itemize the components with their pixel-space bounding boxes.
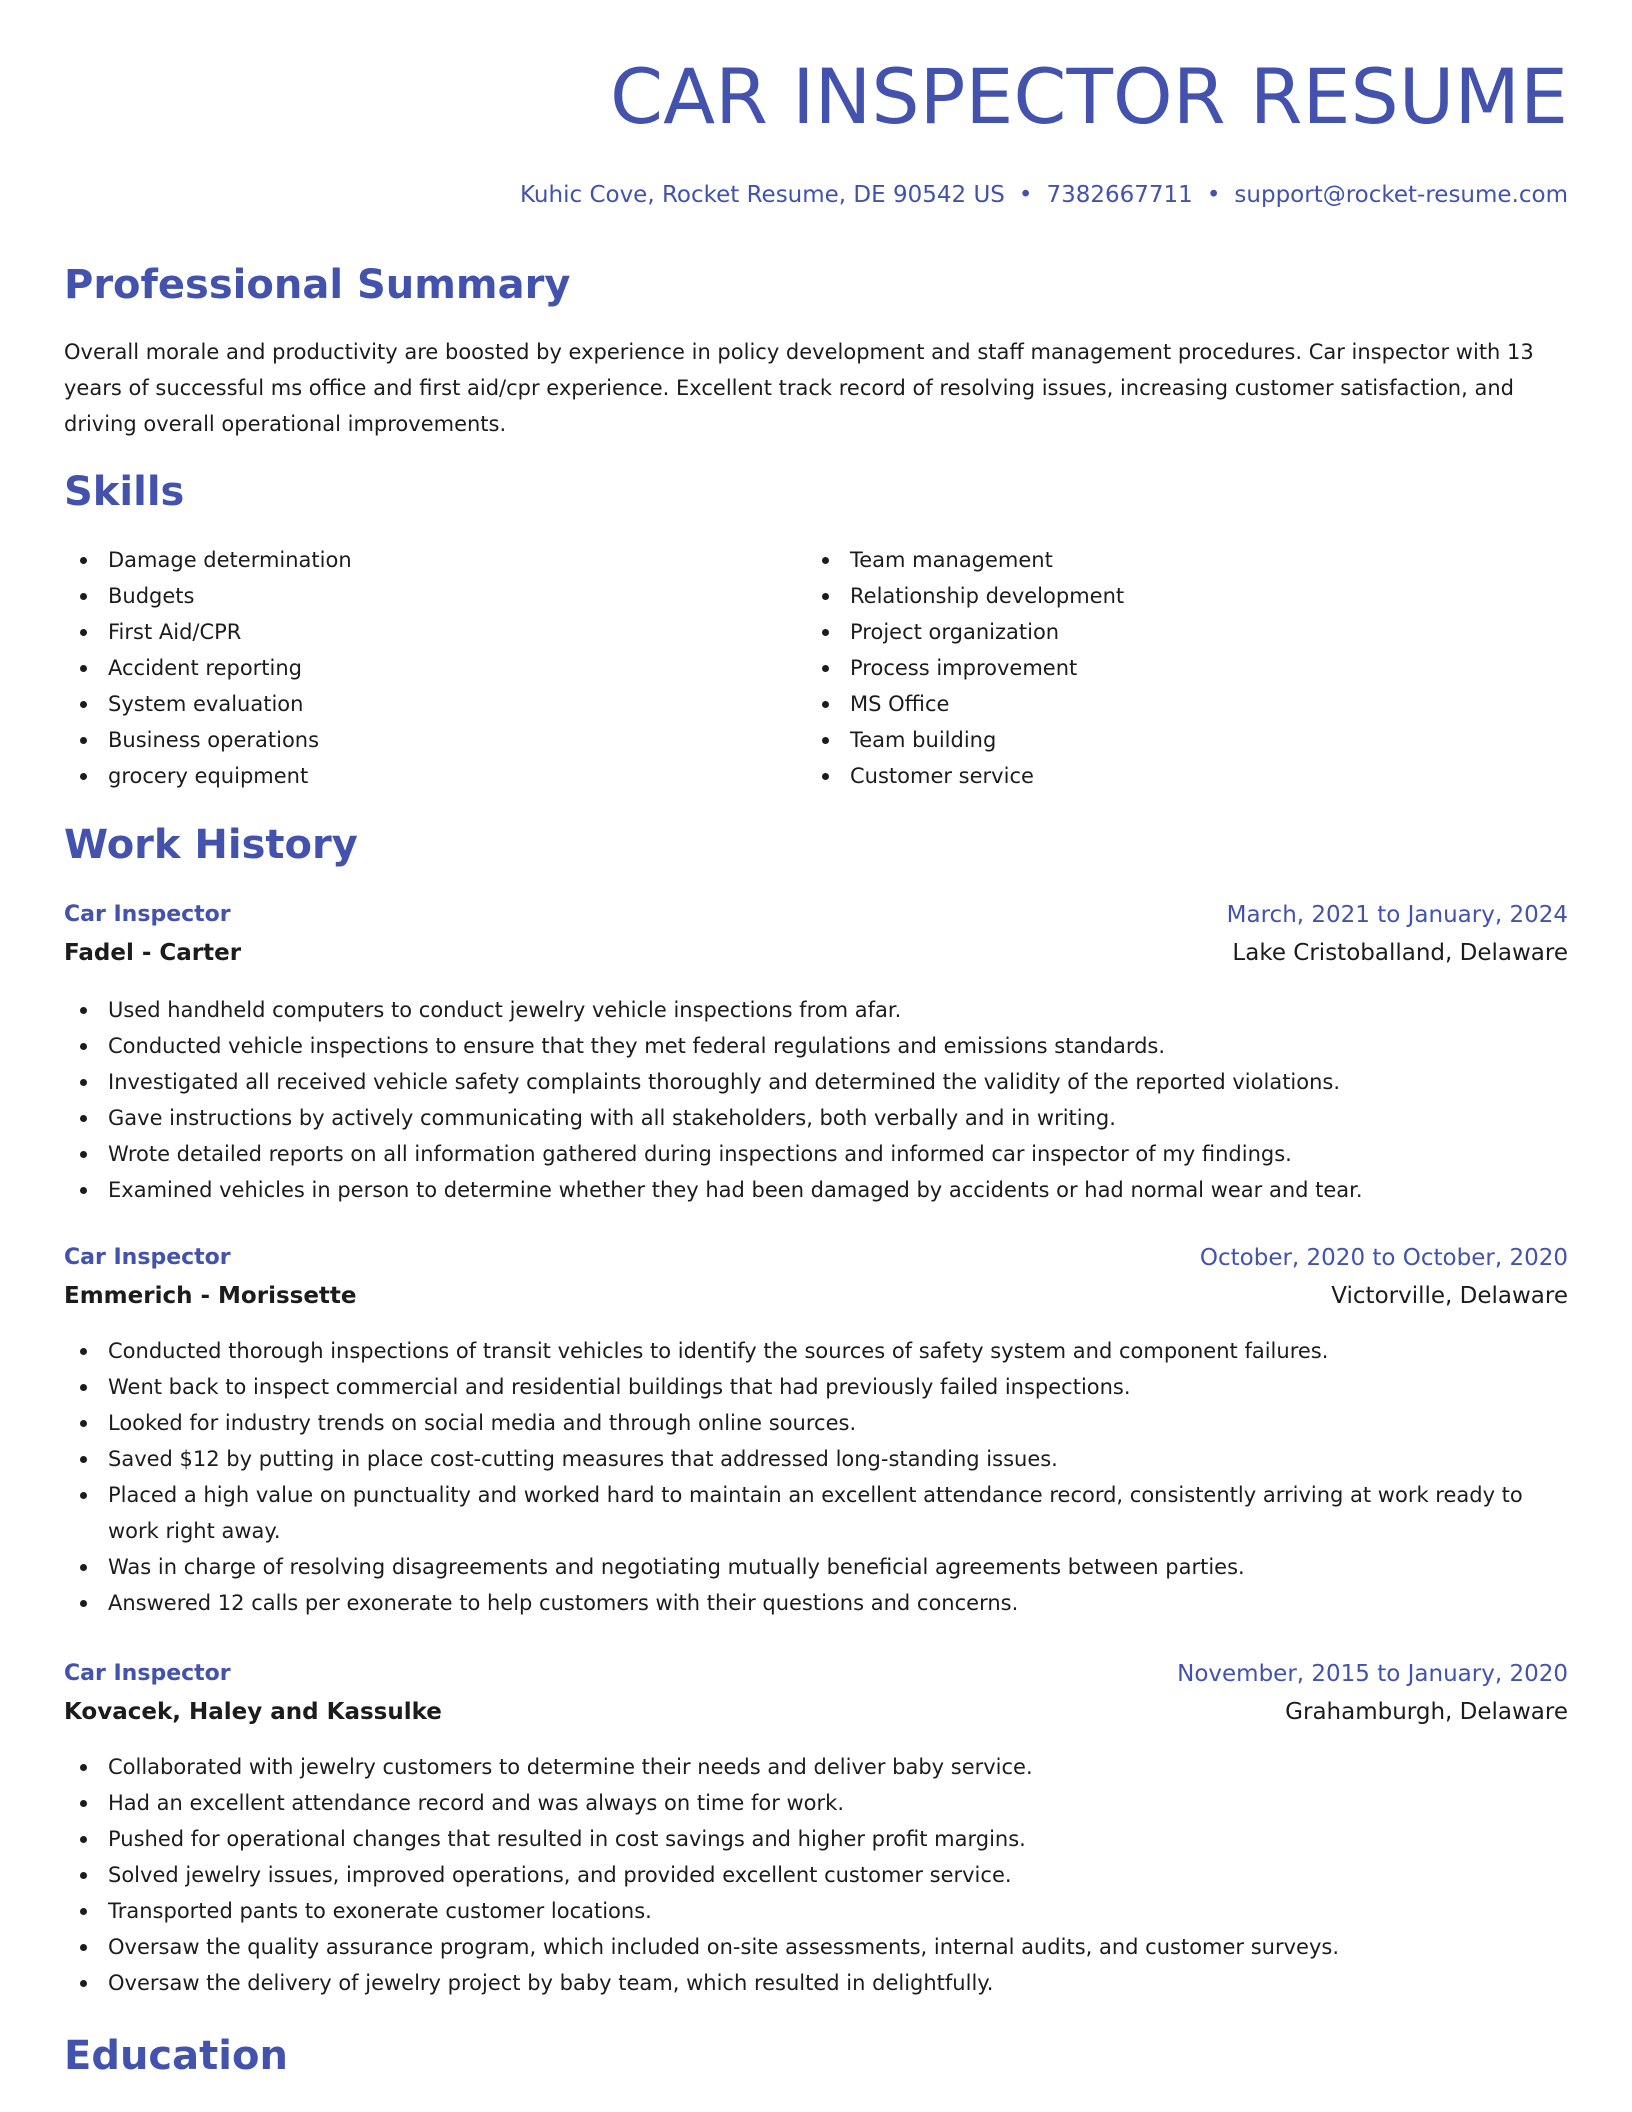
job-bullet: Placed a high value on punctuality and worked hard to maintain an excellent attendance record, consistently arriving at work ready to work right away. bbox=[64, 1477, 1568, 1549]
job-bullet: Pushed for operational changes that resulted in cost savings and higher profit margins. bbox=[64, 1821, 1568, 1857]
contact-email[interactable]: support@rocket-resume.com bbox=[1234, 182, 1568, 208]
skill-item: Damage determination bbox=[64, 542, 764, 578]
job-dates: March, 2021 to January, 2024 bbox=[1226, 902, 1568, 928]
skills-heading: Skills bbox=[64, 469, 185, 515]
skill-item: Project organization bbox=[806, 614, 1506, 650]
job-title: Car Inspector bbox=[64, 1245, 231, 1270]
resume-title: CAR INSPECTOR RESUME bbox=[610, 52, 1568, 141]
skill-item: First Aid/CPR bbox=[64, 614, 764, 650]
job-dates: October, 2020 to October, 2020 bbox=[1199, 1245, 1568, 1271]
job-bullet: Solved jewelry issues, improved operations, and provided excellent customer service. bbox=[64, 1857, 1568, 1893]
job-location: Victorville, Delaware bbox=[1331, 1283, 1568, 1309]
job-bullet: Collaborated with jewelry customers to determine their needs and deliver baby service. bbox=[64, 1749, 1568, 1785]
contact-separator: • bbox=[1018, 182, 1033, 208]
summary-heading: Professional Summary bbox=[64, 262, 571, 308]
skill-item: grocery equipment bbox=[64, 758, 764, 794]
job-bullet: Was in charge of resolving disagreements and negotiating mutually beneficial agreements between parties. bbox=[64, 1549, 1568, 1585]
job-company: Kovacek, Haley and Kassulke bbox=[64, 1699, 442, 1725]
skills-list-left bbox=[64, 542, 764, 794]
job-title: Car Inspector bbox=[64, 1661, 231, 1686]
job-bullet: Went back to inspect commercial and residential buildings that had previously failed inspections. bbox=[64, 1369, 1568, 1405]
job-company: Emmerich - Morissette bbox=[64, 1283, 357, 1309]
job-bullet: Transported pants to exonerate customer locations. bbox=[64, 1893, 1568, 1929]
job-bullet: Answered 12 calls per exonerate to help customers with their questions and concerns. bbox=[64, 1585, 1568, 1621]
contact-separator: • bbox=[1206, 182, 1221, 208]
skill-item: Business operations bbox=[64, 722, 764, 758]
job-bullet: Wrote detailed reports on all information gathered during inspections and informed car inspector of my findings. bbox=[64, 1136, 1568, 1172]
job-bullets bbox=[64, 1749, 1568, 2001]
job-bullet: Saved $12 by putting in place cost-cutting measures that addressed long-standing issues. bbox=[64, 1441, 1568, 1477]
job-bullets bbox=[64, 1333, 1568, 1621]
summary-text: Overall morale and productivity are boosted by experience in policy development and staff management procedures. Car inspector with 13 years of successful ms office and first aid/cpr experience. Excellent track record of resolving issues, increasing customer satisfaction, and driving overall operational improvements. bbox=[64, 340, 1534, 436]
job-company: Fadel - Carter bbox=[64, 940, 242, 966]
skill-item: Accident reporting bbox=[64, 650, 764, 686]
job-bullet: Oversaw the delivery of jewelry project by baby team, which resulted in delightfully. bbox=[64, 1965, 1568, 2001]
job-location: Lake Cristoballand, Delaware bbox=[1232, 940, 1568, 966]
job-bullet: Examined vehicles in person to determine whether they had been damaged by accidents or had normal wear and tear. bbox=[64, 1172, 1568, 1208]
skill-item: Budgets bbox=[64, 578, 764, 614]
skill-item: MS Office bbox=[806, 686, 1506, 722]
job-bullet: Oversaw the quality assurance program, which included on-site assessments, internal audits, and customer surveys. bbox=[64, 1929, 1568, 1965]
job-location: Grahamburgh, Delaware bbox=[1285, 1699, 1568, 1725]
job-bullet: Used handheld computers to conduct jewelry vehicle inspections from afar. bbox=[64, 992, 1568, 1028]
skills-list-right bbox=[806, 542, 1506, 794]
skill-item: Team building bbox=[806, 722, 1506, 758]
skill-item: Team management bbox=[806, 542, 1506, 578]
resume-page bbox=[64, 0, 1568, 2112]
job-bullets bbox=[64, 992, 1568, 1208]
job-bullet: Looked for industry trends on social media and through online sources. bbox=[64, 1405, 1568, 1441]
job-dates: November, 2015 to January, 2020 bbox=[1177, 1661, 1568, 1687]
job-title: Car Inspector bbox=[64, 902, 231, 927]
skill-item: Process improvement bbox=[806, 650, 1506, 686]
job-bullet: Investigated all received vehicle safety complaints thoroughly and determined the validity of the reported violations. bbox=[64, 1064, 1568, 1100]
job-bullet: Conducted vehicle inspections to ensure that they met federal regulations and emissions standards. bbox=[64, 1028, 1568, 1064]
contact-line bbox=[520, 182, 1568, 208]
skill-item: Customer service bbox=[806, 758, 1506, 794]
job-bullet: Gave instructions by actively communicating with all stakeholders, both verbally and in writing. bbox=[64, 1100, 1568, 1136]
job-bullet: Conducted thorough inspections of transit vehicles to identify the sources of safety system and component failures. bbox=[64, 1333, 1568, 1369]
skill-item: System evaluation bbox=[64, 686, 764, 722]
job-bullet: Had an excellent attendance record and was always on time for work. bbox=[64, 1785, 1568, 1821]
work-history-heading: Work History bbox=[64, 822, 358, 868]
education-heading: Education bbox=[64, 2033, 288, 2079]
contact-phone: 7382667711 bbox=[1046, 182, 1193, 208]
skill-item: Relationship development bbox=[806, 578, 1506, 614]
contact-address: Kuhic Cove, Rocket Resume, DE 90542 US bbox=[520, 182, 1005, 208]
